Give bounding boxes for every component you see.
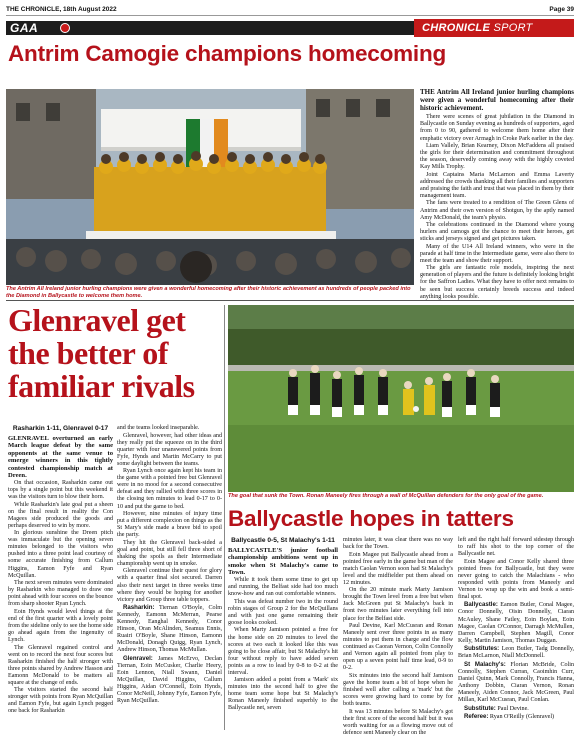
camogie-homecoming-photo [6, 89, 414, 285]
team-lineup-label: Substitute: [464, 704, 496, 712]
glenravel-paragraph: Eoin Hynds would level things at the end of the first quarter with a lovely point from the sideline only to see the home side go ahead again from the ingenuity of Lynch. [8, 608, 113, 643]
ballycastle-paragraph: Eoin Magee and Conor Kelly shared three pointed frees for Ballycastle, but they were never going to catch the Malachians - who responded with points from Maneely and Vernon to wrap up the win and book a semi-final spot. [458, 558, 574, 600]
team-lineup-players: Florian McBride, Colin Connolly, Stephen Curran, Caoimhin Curr, Daniel Quinn, Mark Connolly, Francis Hanna, Anthony Dobbin, Ciaran Vernon, Ronan Maneely, Aiden Connor, Jack McGreen, Paul Millan, Karl McCusran, Paul Conlan. [458, 661, 575, 704]
camogie-paragraph: Joint Captains Maria McLarnon and Emma Laverty addressed the crowds thanking all their families and supporters and praising the faith and trust that was placed in them by their management team. [420, 171, 574, 199]
ballycastle-column-1 [228, 537, 338, 713]
glenravel-paragraph: The next seven minutes were dominated by Rasharkin who managed to draw one point ahead with four scores on the bounce from sharp shooter Ryan Lynch. [8, 580, 113, 608]
ballycastle-paragraph: Six minutes into the second half Jamison gave the home team a bit of hope when he finished well after calling a 'mark' but the scores were growing hard to come by for both teams. [343, 672, 453, 708]
chronicle-sport-banner [414, 19, 574, 37]
glenravel-paragraph: While Rasharkin's late goal put a sheen on the final result in reality the Con Magees side produced the goods and perhaps deserved to win by more. [8, 501, 113, 529]
section-divider [6, 300, 574, 301]
ballycastle-headline: Ballycastle hopes in tatters [228, 506, 514, 531]
camogie-story [420, 89, 574, 301]
section-bar [6, 19, 574, 37]
glenravel-paragraph: and the teams looked inseparable. [117, 425, 200, 431]
ballycastle-paragraph: On the 20 minute mark Marty Jamison brought the Town level from a free but when Jack McGreen put St Malachy's back in front two minutes later everything fell into place for the Belfast side. [343, 587, 453, 622]
ballycastle-paragraph: This was defeat number two in the round robin stages of Group 2 for the McQuillans and with just one game remaining their goose looks cooked. [228, 598, 338, 626]
team-lineup-label: Glenravel: [123, 655, 153, 662]
camogie-lead: THE Antrim All Ireland junior hurling champions were given a wonderful homecoming after their historic achievement. [420, 88, 574, 112]
team-lineup-label: Referee: [464, 713, 489, 721]
column-divider [224, 305, 225, 730]
team-lineup [117, 655, 222, 705]
glenravel-paragraph: Glenravel continue their quest for glory with a quarter final slot secured. Darren also their next target in three weeks time where they would be hoping for another victory and Group three table toppers. [117, 568, 222, 603]
glenravel-paragraph: They hit the Glenravel back-sided a goal and point, but still fell three short of shaking the spoils as their Intermediate championship went up in smoke. [117, 539, 222, 567]
ballycastle-lead: BALLYCASTLE'S junior football championship ambitions went up in smoke when St Malachy's came to Town. [228, 547, 338, 577]
ballycastle-paragraph: left and the right half forward sidestep through to raff his shot to the top corner of the Ballycastle net. [458, 537, 574, 558]
ballycastle-match-photo [228, 305, 574, 492]
glenravel-column-1 [8, 425, 113, 716]
ballycastle-paragraph: minutes later, it was clear there was no way back for the Town. [343, 537, 453, 551]
team-lineup-players: Ryan O'Reilly (Glenravel) [488, 714, 555, 721]
glenravel-paragraph: However, nine minutes of injury time put a different complexion on things as the St Mary's side made a brave bid to spoil the party. [117, 511, 222, 539]
ballycastle-paragraph: Paul Devine, Karl McCusran and Ronan Maneely sent over three points in as many minutes to put them in charge and the flow continued as Caoran Vernon, Colin Connolly and Vernon again all pointed from play to open up a seven point half time lead, 0-9 to 0-2. [343, 623, 453, 672]
ballycastle-photo-caption: The goal that sunk the Town. Ronan Maneely fires through a wall of McQuillan defenders for the only goal of the game. [228, 493, 544, 499]
team-lineup [117, 604, 222, 654]
team-lineup-players: Tiernan O'Boyle, Colm Kennedy, Eamonn McMerran, Pearse Kennedy, Eanghal Kennedy, Conor Hinson, Oran McAlinden, Seamus Ennis, Ruairi O'Boyle, Shane Hinson, Eamonn McDonald, Donagh Quigg, Ryan Lynch, Andrew Hinson, Thomas McMullan. [117, 605, 222, 654]
team-lineup-label: Ballycastle: [464, 601, 498, 609]
ballycastle-paragraph: It was 13 minutes before St Malachy's got their first score of the second half but it was worth waiting for as a flowing move out of defence sent Maneely clear on the [343, 708, 453, 736]
ballycastle-column-2 [343, 537, 453, 737]
team-lineup-label: Rasharkin: [123, 604, 155, 612]
team-lineup-players: Leon Butler, Tadg Donnelly, Brian McLarnon, Niall McDonnell. [458, 646, 574, 660]
ballycastle-paragraph: When Marty Jamison pointed a free for the home side on 20 minutes to level the scores at two each it looked like this was going to be close affair, but St Malachy's hit four without reply to have added seven points as a row to lead by 0-8 to 0-2 at the interval. [228, 627, 338, 676]
sport-label: SPORT [493, 22, 533, 34]
glenravel-paragraph: On that occasion, Rasharkin came out tops by a single point but this weekend it was the visitors turn to blow their horn. [8, 479, 113, 501]
glenravel-score: Rasharkin 1-11, Glenravel 0-17 [12, 425, 109, 432]
team-lineup-players: Paul Devine. [495, 705, 529, 712]
masthead [6, 4, 574, 16]
ballycastle-paragraph: Eoin Magee put Ballycastle ahead from a pointed free early in the game but man of the match Caolan Vernon soon had St Malachy's level and the midfielder put them ahead on 12 minutes. [343, 551, 453, 586]
glenravel-paragraph: The Glenravel regained control and went on to record the next four scores but Rasharkin finished the half stronger with three points shared by Andrew Hasson and Eamonn McDonald to be matters all square at the change of ends. [8, 644, 113, 686]
team-lineup-label: Substitutes: [464, 645, 500, 653]
camogie-paragraph: The girls are fantastic role models, inspiring the next generation of players and the future is definitely looking bright for the Saffron Ladies. What they have to offer next remains to be seen but success certainly breeds success and indeed anything looks possible. [420, 265, 574, 300]
camogie-paragraph: Many of the U14 All Ireland winners, who were in the parade at half time in the Intermediate game, were also there to meet the team and show their support. [420, 243, 574, 264]
glenravel-paragraph: Ryan Lynch once again kept his team in the game with a pointed free but Glenravel were in no mood for a second consecutive defeat and they rallied with three scores in the closing ten minutes to lead 0-17 to 0-10 and put the game to bed. [117, 468, 222, 510]
team-lineup-label: St Malachy's: [464, 660, 506, 668]
camogie-paragraph: The fans were treated to a rendition of The Green Glens of Antrim and their own version of Shotgun, by the aptly named Amy McDonald, the team's physio. [420, 200, 574, 221]
glenravel-lead: GLENRAVEL overturned an early March league defeat by the same opponents at the same venue to emerge winners in this tightly contested championship match at Dreen. [8, 435, 113, 480]
ballycastle-paragraph: While it took them some time to get up and running, the Belfast side had too much know-how and ran out comfortable winners. [228, 577, 338, 598]
team-lineup [458, 705, 574, 713]
ballycastle-column-3 [458, 537, 574, 722]
glenravel-paragraph: The visitors started the second half stronger with points from Ryan McQuillan and Eamon Fyfe, but again Lynch pegged one back for Rasharkin [8, 687, 113, 715]
glenravel-column-2 [117, 425, 222, 706]
masthead-page: Page 39 [549, 6, 574, 13]
camogie-headline: Antrim Camogie champions homecoming [8, 41, 447, 66]
team-lineup [458, 713, 574, 721]
camogie-paragraph: The celebrations continued in the Diamond where young hurlers and camogs got the chance to meet their heroes, get sticks and jerseys signed and get pictures taken. [420, 222, 574, 243]
ballycastle-score: Ballycastle 0-5, St Malachy's 1-11 [231, 537, 335, 544]
team-lineup [458, 601, 574, 644]
ballycastle-paragraph: Jamison added a point from a 'Mark' six minutes into the second half to give the home team some hope but St Malachy's Ronan Maneely finished superbly to the Ballycastle net, seven [228, 677, 338, 712]
camogie-paragraph: There were scenes of great jubilation in the Diamond in Ballycastle on Sunday evening as hundreds of supporters, aged from 0 to 90, gathered to welcome them home after their emphatic victory over Armagh in Croke Park earlier in the day. [420, 114, 574, 142]
glenravel-paragraph: Glenravel, however, had other ideas and they really put the squeeze on in the third quarter with four unanswered points from Fyfe, Hynds and Martin McCarry to put some daylight between the teams. [117, 432, 222, 467]
team-lineup-players: James McErvo, Declan Tiernan, Eoin McCusker, Charlie Heery, Eoin Lennon, Niall Swann, Daniel McQuillan, David Higgins, Callum Higgins, Aidan O'Connell, Eoin Hynds, Conor McNeill, Johnny Fyfe, Eamon Fyfe, Ryan McQuillan. [117, 656, 222, 705]
gaa-ball-icon [60, 23, 70, 33]
camogie-photo-caption: The Antrim All Ireland junior hurling champions were given a wonderful homecoming after their historic achievement as hundreds of people packed into the Diamond in Ballycastle to welcome them home. [6, 286, 411, 299]
chronicle-label: CHRONICLE [422, 22, 491, 34]
glenravel-headline: Glenravel get the better of familiar rivals [8, 302, 195, 404]
team-lineup [458, 661, 574, 704]
glenravel-paragraph: In glorious sunshine the Dreen pitch was immaculate but the opening seven minutes belonged to the visitors who pushed into a three point lead courtesy of some accurate finishing from Callum Higgins, Eamon Fyfe and Ryan McQuillan. [8, 530, 113, 579]
masthead-date: THE CHRONICLE, 18th August 2022 [6, 6, 117, 13]
camogie-paragraph: Liam Vallely, Brian Kearney, Dixon McFaddens all praised the girls for their determination and commitment throughout the season, deservedly coming away with the highly coveted Kay Mills Trophy. [420, 143, 574, 171]
gaa-label: GAA [10, 21, 39, 35]
team-lineup-players: Eamon Butler, Conal Magee, Conor Donnelly, Oisin Donnelly, Ciaran McAuley, Shane Fatley, Eoin Boylan, Eoin Magee, Caolan O'Connor, Darragh McMullen, Darren Campbell, Stephen Magill, Conor Kelly, Martin Jamison, Thomas Duggan. [458, 602, 574, 644]
team-lineup [458, 645, 574, 660]
